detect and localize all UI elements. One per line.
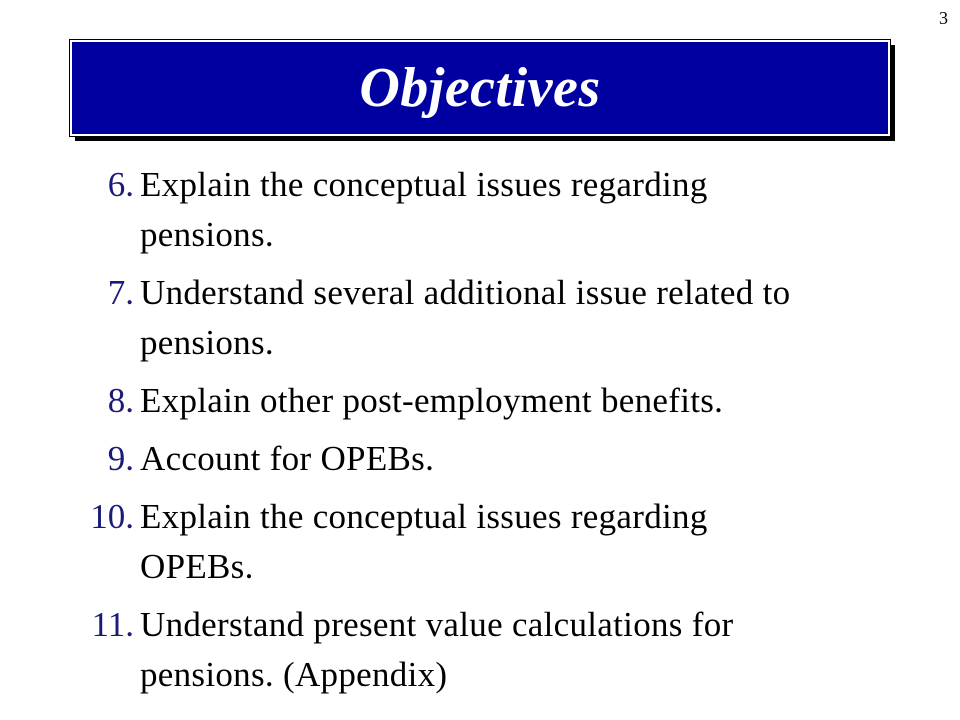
objective-text	[140, 376, 940, 426]
objectives-list	[60, 160, 940, 708]
objective-text-line: OPEBs.	[140, 547, 254, 586]
objective-text-line: pensions. (Appendix)	[140, 655, 448, 694]
objective-number: 6.	[107, 165, 134, 204]
objective-item	[60, 492, 940, 592]
objective-number: 9.	[107, 439, 134, 478]
objective-text	[140, 600, 940, 700]
objective-number: 8.	[107, 381, 134, 420]
page-number: 3	[939, 8, 948, 28]
objective-text-line: Explain the conceptual issues regarding	[140, 497, 708, 536]
objective-item	[60, 376, 940, 426]
slide-title: Objectives	[359, 57, 601, 119]
objective-text	[140, 160, 940, 260]
objective-text-line: Explain the conceptual issues regarding	[140, 165, 708, 204]
objective-text-line: pensions.	[140, 323, 274, 362]
objective-item	[60, 268, 940, 368]
objective-text-line: Understand several additional issue related to	[140, 273, 791, 312]
objective-item	[60, 600, 940, 700]
objective-text-line: pensions.	[140, 215, 274, 254]
objective-item	[60, 434, 940, 484]
title-banner	[70, 40, 890, 136]
objective-text	[140, 492, 940, 592]
objective-text-line: Explain other post-employment benefits.	[140, 381, 724, 420]
objective-number: 10.	[90, 497, 134, 536]
objective-text-line: Understand present value calculations for	[140, 605, 734, 644]
objective-text	[140, 434, 940, 484]
objective-text	[140, 268, 940, 368]
objective-number: 11.	[91, 605, 134, 644]
objective-item	[60, 160, 940, 260]
objective-text-line: Account for OPEBs.	[140, 439, 435, 478]
objective-number: 7.	[107, 273, 134, 312]
